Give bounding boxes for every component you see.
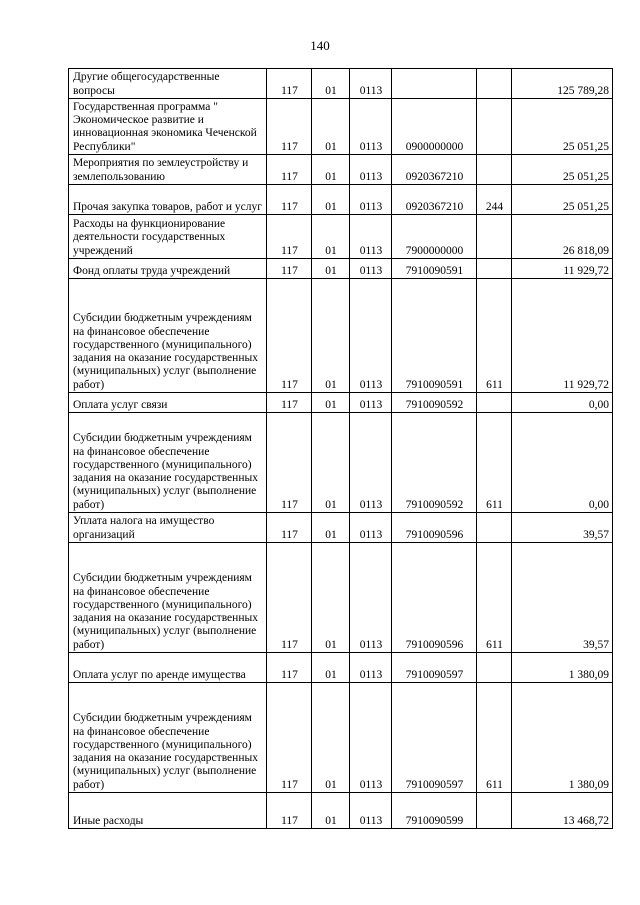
subsection-code-cell: 0113	[350, 513, 392, 543]
expense-type-cell	[477, 793, 512, 829]
section-code-cell: 01	[312, 69, 350, 99]
budget-table	[68, 68, 613, 829]
expense-type-cell	[477, 259, 512, 279]
expense-type-cell: 611	[477, 543, 512, 653]
amount-cell: 26 818,09	[512, 215, 613, 259]
subsection-code-cell: 0113	[350, 413, 392, 513]
subsection-code-cell: 0113	[350, 155, 392, 185]
target-article-cell: 7910090592	[392, 413, 477, 513]
amount-cell: 125 789,28	[512, 69, 613, 99]
section-code-cell: 01	[312, 215, 350, 259]
table-row	[69, 155, 613, 185]
section-code-cell: 01	[312, 185, 350, 215]
table-row	[69, 259, 613, 279]
table-row	[69, 683, 613, 793]
amount-cell: 39,57	[512, 543, 613, 653]
table-row	[69, 99, 613, 155]
ved-code-cell: 117	[267, 413, 312, 513]
item-name-cell: Другие общегосударственные вопросы	[69, 69, 267, 99]
ved-code-cell: 117	[267, 683, 312, 793]
item-name-cell: Оплата услуг связи	[69, 393, 267, 413]
item-name-cell: Субсидии бюджетным учреждениям на финансовое обеспечение государственного (муниципального) задания на оказание государственных (муниципальных) услуг (выполнение работ)	[69, 413, 267, 513]
target-article-cell: 7910090591	[392, 279, 477, 393]
ved-code-cell: 117	[267, 185, 312, 215]
item-name-cell: Субсидии бюджетным учреждениям на финансовое обеспечение государственного (муниципального) задания на оказание государственных (муниципальных) услуг (выполнение работ)	[69, 279, 267, 393]
ved-code-cell: 117	[267, 513, 312, 543]
target-article-cell: 7910090597	[392, 683, 477, 793]
table-row	[69, 215, 613, 259]
item-name-cell: Субсидии бюджетным учреждениям на финансовое обеспечение государственного (муниципального) задания на оказание государственных (муниципальных) услуг (выполнение работ)	[69, 543, 267, 653]
expense-type-cell: 244	[477, 185, 512, 215]
table-row	[69, 69, 613, 99]
item-name-cell: Фонд оплаты труда учреждений	[69, 259, 267, 279]
subsection-code-cell: 0113	[350, 99, 392, 155]
target-article-cell: 7910090591	[392, 259, 477, 279]
ved-code-cell: 117	[267, 543, 312, 653]
expense-type-cell	[477, 653, 512, 683]
section-code-cell: 01	[312, 513, 350, 543]
amount-cell: 1 380,09	[512, 683, 613, 793]
subsection-code-cell: 0113	[350, 259, 392, 279]
ved-code-cell: 117	[267, 155, 312, 185]
amount-cell: 1 380,09	[512, 653, 613, 683]
expense-type-cell	[477, 215, 512, 259]
page-number: 140	[310, 38, 330, 53]
subsection-code-cell: 0113	[350, 69, 392, 99]
section-code-cell: 01	[312, 683, 350, 793]
ved-code-cell: 117	[267, 653, 312, 683]
ved-code-cell: 117	[267, 279, 312, 393]
item-name-cell: Субсидии бюджетным учреждениям на финансовое обеспечение государственного (муниципального) задания на оказание государственных (муниципальных) услуг (выполнение работ)	[69, 683, 267, 793]
item-name-cell: Прочая закупка товаров, работ и услуг	[69, 185, 267, 215]
subsection-code-cell: 0113	[350, 653, 392, 683]
table-row	[69, 185, 613, 215]
expense-type-cell	[477, 99, 512, 155]
table-row	[69, 653, 613, 683]
subsection-code-cell: 0113	[350, 215, 392, 259]
expense-type-cell: 611	[477, 413, 512, 513]
amount-cell: 0,00	[512, 393, 613, 413]
expense-type-cell	[477, 155, 512, 185]
section-code-cell: 01	[312, 543, 350, 653]
target-article-cell: 0920367210	[392, 185, 477, 215]
section-code-cell: 01	[312, 259, 350, 279]
target-article-cell: 7910090592	[392, 393, 477, 413]
ved-code-cell: 117	[267, 99, 312, 155]
section-code-cell: 01	[312, 793, 350, 829]
item-name-cell: Иные расходы	[69, 793, 267, 829]
section-code-cell: 01	[312, 393, 350, 413]
amount-cell: 11 929,72	[512, 259, 613, 279]
subsection-code-cell: 0113	[350, 185, 392, 215]
subsection-code-cell: 0113	[350, 683, 392, 793]
item-name-cell: Оплата услуг по аренде имущества	[69, 653, 267, 683]
target-article-cell: 7910090596	[392, 543, 477, 653]
target-article-cell: 7900000000	[392, 215, 477, 259]
amount-cell: 25 051,25	[512, 185, 613, 215]
target-article-cell: 7910090597	[392, 653, 477, 683]
subsection-code-cell: 0113	[350, 393, 392, 413]
target-article-cell: 0900000000	[392, 99, 477, 155]
section-code-cell: 01	[312, 279, 350, 393]
target-article-cell: 0920367210	[392, 155, 477, 185]
expense-type-cell: 611	[477, 683, 512, 793]
target-article-cell	[392, 69, 477, 99]
item-name-cell: Государственная программа " Экономическое развитие и инновационная экономика Чеченской Республики"	[69, 99, 267, 155]
table-row	[69, 513, 613, 543]
item-name-cell: Мероприятия по землеустройству и землепользованию	[69, 155, 267, 185]
amount-cell: 0,00	[512, 413, 613, 513]
item-name-cell: Уплата налога на имущество организаций	[69, 513, 267, 543]
table-row	[69, 543, 613, 653]
expense-type-cell	[477, 393, 512, 413]
table-row	[69, 793, 613, 829]
expense-type-cell: 611	[477, 279, 512, 393]
item-name-cell: Расходы на функционирование деятельности государственных учреждений	[69, 215, 267, 259]
target-article-cell: 7910090599	[392, 793, 477, 829]
table-row	[69, 393, 613, 413]
section-code-cell: 01	[312, 413, 350, 513]
amount-cell: 11 929,72	[512, 279, 613, 393]
expense-type-cell	[477, 69, 512, 99]
subsection-code-cell: 0113	[350, 279, 392, 393]
budget-table-body	[69, 69, 613, 829]
target-article-cell: 7910090596	[392, 513, 477, 543]
ved-code-cell: 117	[267, 69, 312, 99]
table-row	[69, 413, 613, 513]
ved-code-cell: 117	[267, 215, 312, 259]
amount-cell: 39,57	[512, 513, 613, 543]
table-row	[69, 279, 613, 393]
amount-cell: 13 468,72	[512, 793, 613, 829]
expense-type-cell	[477, 513, 512, 543]
amount-cell: 25 051,25	[512, 99, 613, 155]
subsection-code-cell: 0113	[350, 793, 392, 829]
ved-code-cell: 117	[267, 793, 312, 829]
section-code-cell: 01	[312, 653, 350, 683]
section-code-cell: 01	[312, 155, 350, 185]
subsection-code-cell: 0113	[350, 543, 392, 653]
ved-code-cell: 117	[267, 259, 312, 279]
section-code-cell: 01	[312, 99, 350, 155]
ved-code-cell: 117	[267, 393, 312, 413]
amount-cell: 25 051,25	[512, 155, 613, 185]
